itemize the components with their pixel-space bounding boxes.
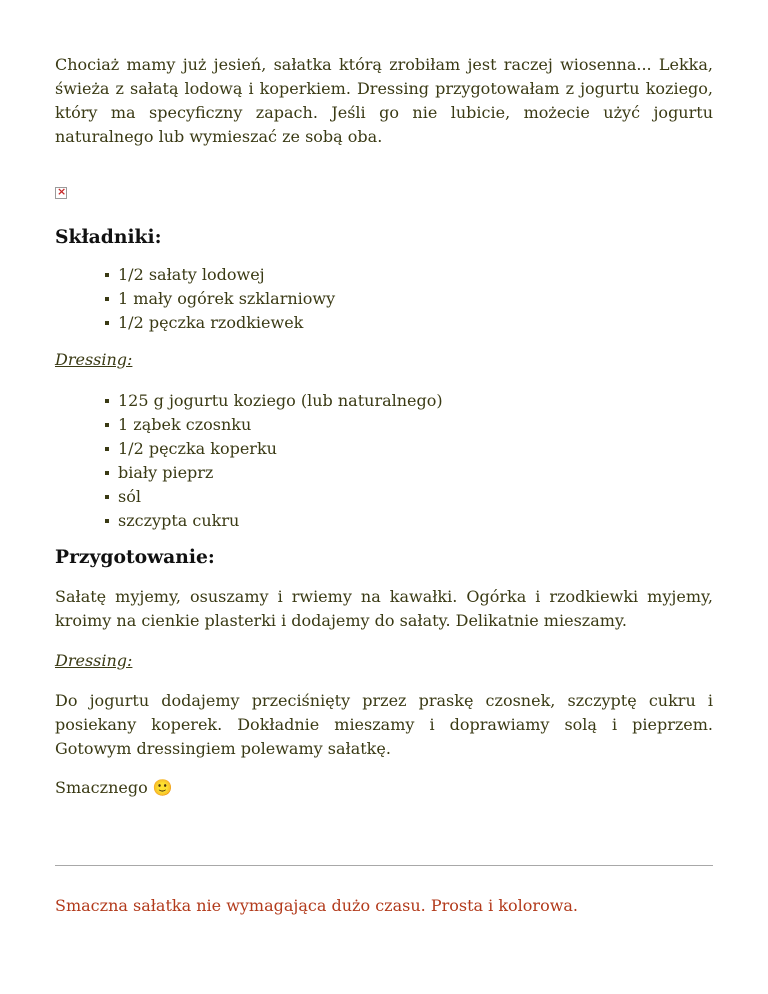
- list-item: 1 ząbek czosnku: [105, 413, 443, 437]
- preparation-heading: Przygotowanie:: [55, 546, 215, 568]
- list-item: 1 mały ogórek szklarniowy: [105, 287, 335, 311]
- list-item: 125 g jogurtu koziego (lub naturalnego): [105, 389, 443, 413]
- dressing-preparation-subheading: Dressing:: [55, 651, 133, 670]
- divider: [55, 865, 713, 866]
- dressing-subheading: Dressing:: [55, 350, 133, 369]
- dressing-ingredients-list: [105, 389, 443, 533]
- recipe-tagline: Smaczna sałatka nie wymagająca dużo czasu. Prosta i kolorowa.: [55, 896, 579, 915]
- list-item: szczypta cukru: [105, 509, 443, 533]
- list-item: sól: [105, 485, 443, 509]
- list-item: 1/2 sałaty lodowej: [105, 263, 335, 287]
- ingredients-heading: Składniki:: [55, 226, 162, 248]
- list-item: 1/2 pęczka koperku: [105, 437, 443, 461]
- list-item: 1/2 pęczka rzodkiewek: [105, 311, 335, 335]
- preparation-step-dressing: Do jogurtu dodajemy przeciśnięty przez praskę czosnek, szczyptę cukru i posiekany koperek. Dokładnie mieszamy i doprawiamy solą i pieprzem. Gotowym dressingiem polewamy sałatkę.: [55, 691, 713, 758]
- intro-paragraph: Chociaż mamy już jesień, sałatka którą zrobiłam jest raczej wiosenna... Lekka, świeża z sałatą lodową i koperkiem. Dressing przygotowałam z jogurtu koziego, który ma specyficzny zapach. Jeśli go nie lubicie, możecie użyć jogurtu naturalnego lub wymieszać ze sobą oba.: [55, 55, 713, 146]
- broken-image-icon[interactable]: ×: [57, 185, 67, 198]
- closing-text: Smacznego 🙂: [55, 778, 173, 797]
- ingredients-list: [105, 263, 335, 335]
- list-item: biały pieprz: [105, 461, 443, 485]
- preparation-step-salad: Sałatę myjemy, osuszamy i rwiemy na kawałki. Ogórka i rzodkiewki myjemy, kroimy na cienkie plasterki i dodajemy do sałaty. Delikatnie mieszamy.: [55, 587, 713, 630]
